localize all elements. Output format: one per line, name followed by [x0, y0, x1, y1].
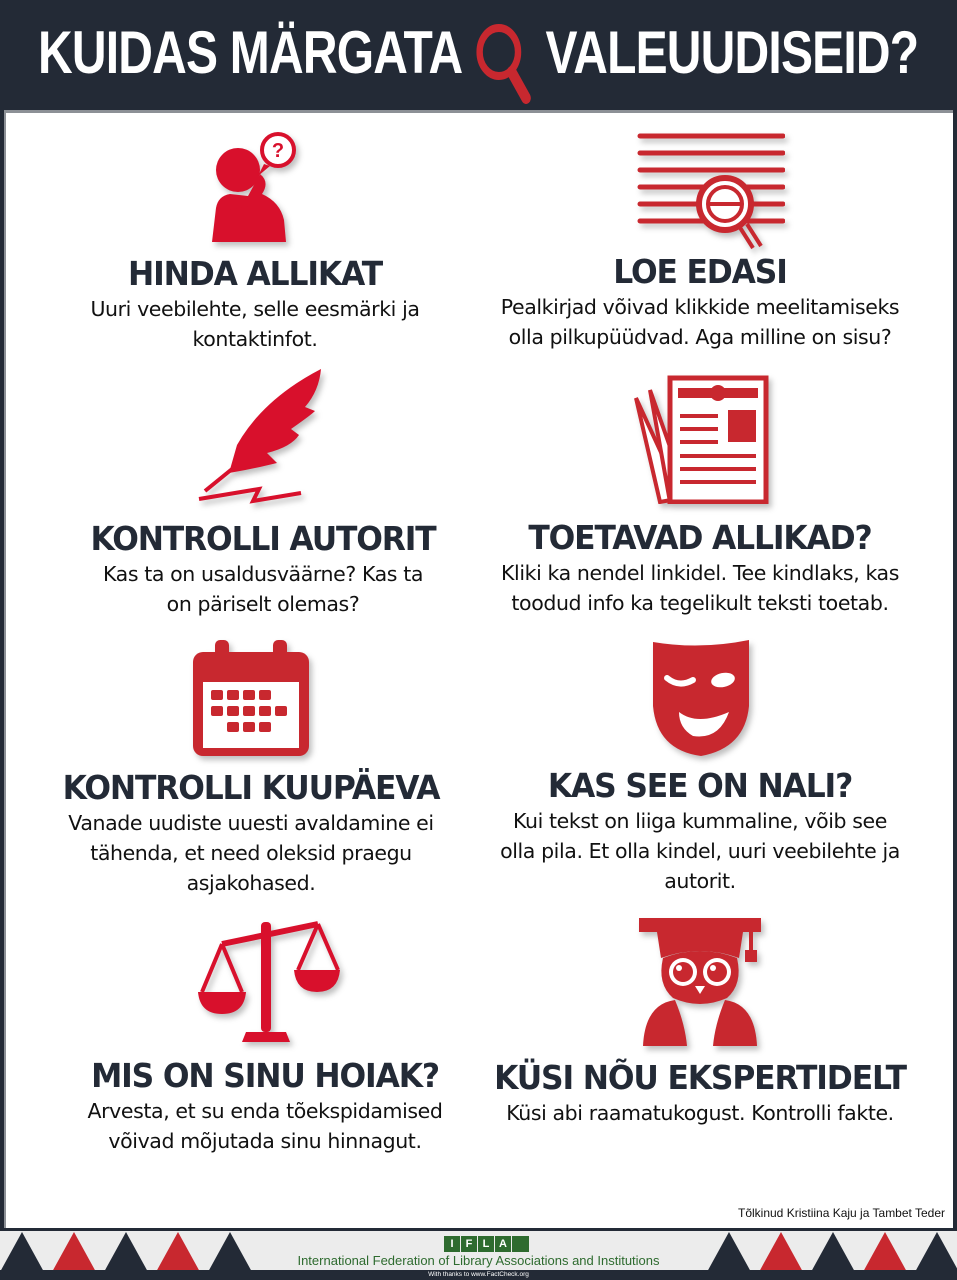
person-question-icon — [200, 124, 310, 242]
card-title: MIS ON SINU HOIAK? — [91, 1056, 439, 1095]
page-title — [38, 10, 918, 94]
card-title: KONTROLLI AUTORIT — [90, 519, 436, 558]
card-text: Vanade uudiste uuesti avaldamine ei tähenda, et need oleksid praegu asjakohased. — [68, 811, 434, 895]
card-text: Küsi abi raamatukogust. Kontrolli fakte. — [506, 1101, 894, 1125]
thanks-link[interactable]: With thanks to www.FactCheck.org — [428, 1271, 529, 1278]
card-text: Kliki ka nendel linkidel. Tee kindlaks, kas toodud info ka tegelikult teksti toetab. — [501, 561, 899, 615]
card-text: Kas ta on usaldusväärne? Kas ta on päriselt olemas? — [103, 562, 423, 616]
svg-text:?: ? — [271, 140, 285, 162]
card-title: KONTROLLI KUUPÄEVA — [62, 768, 440, 807]
ifla-letter: F — [461, 1236, 477, 1252]
documents-icon — [630, 372, 770, 504]
card-title: HINDA ALLIKAT — [128, 254, 382, 293]
quill-icon — [193, 365, 333, 505]
ifla-logo — [444, 1236, 530, 1252]
card-text: Arvesta, et su enda tõekspidamised võivad mõjutada sinu hinnagut. — [87, 1099, 443, 1153]
card-title: KÜSI NÕU EKSPERTIDELT — [494, 1058, 906, 1097]
card-title: LOE EDASI — [613, 252, 787, 291]
card-loe-edasi — [465, 128, 935, 352]
ifla-letter — [512, 1236, 529, 1252]
calendar-icon — [189, 638, 313, 758]
scales-icon — [190, 914, 340, 1044]
text-magnifier-icon — [615, 128, 785, 250]
title-left: KUIDAS MÄRGATA — [38, 18, 463, 86]
card-title: KAS SEE ON NALI? — [547, 766, 853, 805]
ifla-letter: A — [495, 1236, 511, 1252]
card-kontrolli-autorit — [28, 365, 498, 619]
card-hinda-allikat — [20, 124, 490, 354]
card-kontrolli-kuupaeva — [16, 638, 486, 898]
card-title: TOETAVAD ALLIKAD? — [528, 518, 872, 557]
owl-graduate-icon — [635, 914, 765, 1046]
card-text: Uuri veebilehte, selle eesmärki ja kontaktinfot. — [90, 297, 420, 351]
card-text: Pealkirjad võivad klikkide meelitamiseks olla pilkupüüdvad. Aga milline on sisu? — [500, 295, 900, 349]
title-right: VALEUUDISEID? — [545, 18, 919, 86]
mask-icon — [645, 636, 755, 758]
translator-credits: Tõlkinud Kristiina Kaju ja Tambet Teder — [738, 1206, 945, 1220]
ifla-name: International Federation of Library Associations and Institutions — [297, 1253, 660, 1268]
card-kas-see-on-nali — [465, 636, 935, 896]
card-text: Kui tekst on liiga kummaline, võib see olla pila. Et olla kindel, uuri veebilehte ja autorit. — [500, 809, 900, 893]
card-mis-on-sinu-hoiak — [30, 914, 500, 1156]
ifla-letter: L — [478, 1236, 494, 1252]
card-toetavad-allikad — [465, 372, 935, 618]
magnifier-icon — [468, 20, 542, 104]
card-kusi-nou-ekspertidelt — [465, 914, 935, 1128]
header — [0, 0, 957, 110]
ifla-letter: I — [444, 1236, 460, 1252]
